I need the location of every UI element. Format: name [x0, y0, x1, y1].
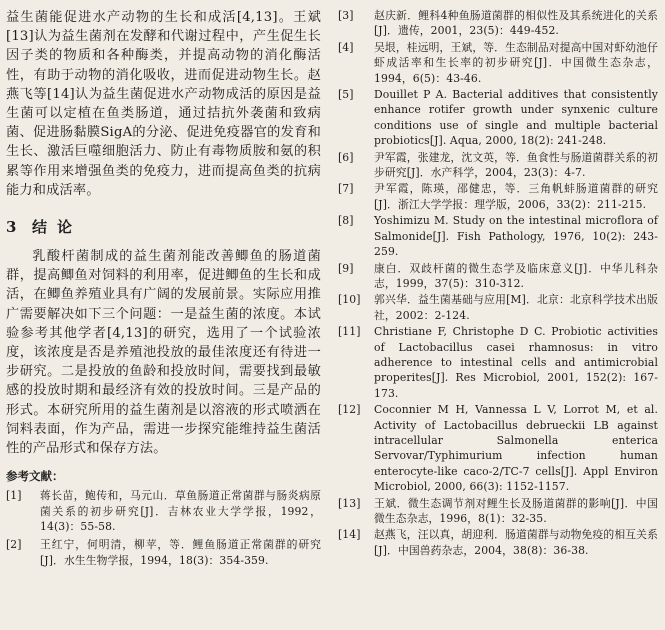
reference-number: [7]: [338, 182, 354, 196]
reference-number: [3]: [338, 9, 354, 22]
reference-item: [338, 181, 658, 212]
reference-text: 王红宁，何明清，柳苹，等．鲤鱼肠道正常菌群的研究[J]．水生生物学报，1994，18(3)：354-359.: [40, 538, 321, 567]
reference-text: Coconnier M H, Vannessa L V, Lorrot M, et al. Activity of Lactobacillus debrueckii LB against intracellular Salmonella enterica Servovar/Typhimurium infection human enterocyte-like caco-2/TC-7 cells[J]. Appl Environ Microbiol, 2000, 66(3): 1152-1157.: [374, 403, 658, 494]
reference-number: [11]: [338, 325, 361, 339]
reference-number: [13]: [338, 496, 361, 510]
reference-text: 赵庆新．鲤科4种鱼肠道菌群的相似性及其系统进化的关系[J]．遗传，2001，23(5)：449-452.: [374, 9, 658, 38]
reference-number: [2]: [6, 538, 22, 552]
reference-number: [14]: [338, 528, 361, 542]
reference-text: 蒋长苗，鲍传和，马元山．草鱼肠道正常菌群与肠炎病原菌关系的初步研究[J]．吉林农业大学学报，1992，14(3)：55-58.: [40, 489, 321, 534]
reference-number: [10]: [338, 293, 361, 307]
section-number: 3: [6, 218, 17, 237]
reference-text: Christiane F, Christophe D C. Probiotic activities of Lactobacillus casei rhamnosus: in vitro adherence to intestinal cells and antimicrobial properites[J]. Res Microbiol, 2001, 152(2): 167-173.: [374, 325, 658, 400]
reference-number: [12]: [338, 403, 361, 417]
reference-number: [1]: [6, 489, 22, 503]
reference-item: [338, 402, 658, 494]
section-heading: [6, 216, 321, 237]
reference-item: [338, 527, 658, 558]
paragraph-conclusion: 乳酸杆菌制成的益生菌剂能改善鲫鱼的肠道菌群，提高鲫鱼对饲料的利用率，促进鲫鱼的生长和成活，在鲫鱼养殖业具有广阔的发展前景。实际应用推广需要解决如下三个问题：一是益生菌的浓度。本试验参考其他学者[4,13]的研究，选用了一个试验浓度，该浓度是否是养殖池投放的最佳浓度还有待进一步研究。二是投放的鱼龄和投放时间，需要找到最敏感的投放时期和最经济有效的投放时间。三是产品的形式。本研究所用的益生菌剂是以溶液的形式喷洒在饲料表面，作为产品，需进一步探究能维持益生菌活性的产品形式和保存方法。: [6, 249, 321, 457]
reference-number: [5]: [338, 88, 354, 102]
reference-number: [6]: [338, 150, 354, 164]
reference-number: [8]: [338, 214, 354, 228]
reference-text: 赵燕飞，汪以真，胡迎利．肠道菌群与动物免疫的相互关系[J]．中国兽药杂志，2004，38(8)：36-38.: [374, 528, 658, 557]
right-column: [338, 8, 658, 559]
reference-item: [338, 150, 658, 181]
section-title: 结论: [32, 218, 83, 237]
reference-text: 康白．双歧杆菌的微生态学及临床意义[J]．中华儿科杂志，1999，37(5)：310-312.: [374, 261, 658, 290]
reference-item: [338, 324, 658, 401]
reference-text: Douillet P A. Bacterial additives that consistently enhance rotifer growth under synxenic culture conditions use of single and multiple bacterial probiotics[J]. Aqua, 2000, 18(2): 241-248.: [374, 88, 658, 148]
reference-number: [9]: [338, 261, 354, 275]
reference-item: [6, 537, 321, 568]
reference-item: [338, 496, 658, 527]
reference-text: 吴垠，桂远明，王斌，等．生态制品对提高中国对虾幼池仔虾成活率和生长率的初步研究[J]．中国微生态杂志，1994，6(5)：43-46.: [374, 40, 658, 85]
left-column: [6, 8, 321, 570]
reference-item: [338, 8, 658, 39]
reference-text: 郭兴华．益生菌基础与应用[M]．北京：北京科学技术出版社，2002：2-124.: [374, 293, 658, 322]
reference-item: [338, 213, 658, 259]
reference-number: [4]: [338, 40, 354, 54]
reference-text: 王斌．微生态调节剂对鲤生长及肠道菌群的影响[J]．中国微生态杂志，1996，8(1)：32-35.: [374, 496, 658, 525]
reference-text: 尹军霞，张建龙，沈文英，等．鱼食性与肠道菌群关系的初步研究[J]．水产科学，2004，23(3)：4-7.: [374, 150, 658, 180]
reference-item: [338, 261, 658, 292]
references-heading: 参考文献：: [6, 469, 64, 484]
reference-item: [338, 87, 658, 149]
reference-item: [6, 488, 321, 535]
reference-item: [338, 292, 658, 323]
reference-item: [338, 40, 658, 86]
paragraph-growth-survival: 益生菌能促进水产动物的生长和成活[4,13]。王斌[13]认为益生菌剂在发酵和代谢过程中，产生促生长因子类的物质和各种酶类，并提高动物的消化酶活性，有助于动物的消化吸收，进而促进动物生长。赵燕飞等[14]认为益生菌促进水产动物成活的原因是益生菌可以定植在鱼类肠道，通过拮抗外袭菌和致病菌、促进肠黏膜SigA的分泌、促进免疫器官的发育和生长、激活巨噬细胞活力、防止有毒物质胺和氨的积累等作用来增强鱼类的免疫力，进而提高鱼类的抗病能力和成活率。: [6, 10, 321, 198]
reference-text: 尹军霞，陈瑛，邵健忠，等．三角帆蚌肠道菌群的研究[J]．浙江大学学报：理学版，2006，33(2)：211-215.: [374, 182, 658, 211]
reference-text: Yoshimizu M. Study on the intestinal microflora of Salmonide[J]. Fish Pathology, 1976, 10(2): 243-259.: [374, 214, 658, 259]
